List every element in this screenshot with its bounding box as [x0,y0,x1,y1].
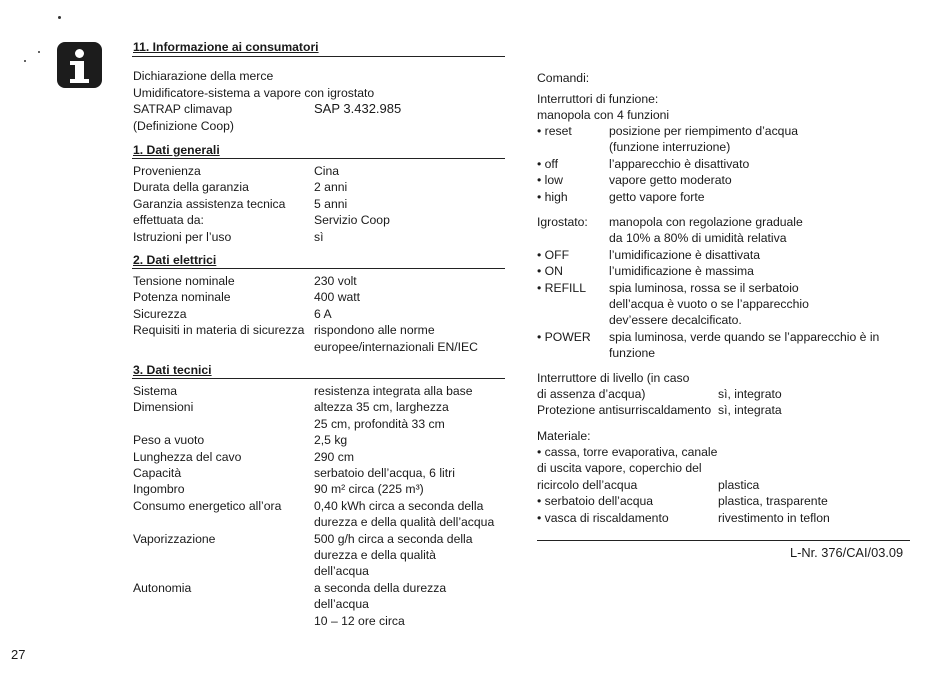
material-item-label: • serbatoio dell’acqua [537,494,654,509]
technical-row-label: Sistema [133,384,178,398]
switch-item-label: • reset [537,124,572,138]
technical-data-table [133,383,513,633]
overheat-protection-value: sì, integrata [718,403,782,417]
consumer-info-title: 11. Informazione ai consumatori [133,40,319,54]
general-data-table [133,163,513,248]
page-number: 27 [11,647,26,662]
switch-item-value: vapore getto moderato [609,173,732,188]
electric-row-label: Requisiti in materia di sicurezza [133,323,305,338]
hygrostat-item-value: l’umidificazione è disattivata [609,247,761,262]
coop-definition: (Definizione Coop) [133,119,234,133]
technical-row-value: serbatoio dell’acqua, 6 litri [314,466,455,480]
electric-row-value: europee/internazionali EN/IEC [314,339,478,354]
divider [132,56,505,57]
function-switch-list [537,123,917,208]
info-icon-base [70,79,89,83]
function-switches-title: Interruttori di funzione: [537,92,659,106]
hygrostat-item-label: • ON [537,264,563,279]
general-row-value: Cina [314,164,340,178]
technical-row-value: 290 cm [314,449,354,464]
material-item-label: ricircolo dell’acqua [537,477,638,492]
hygrostat-item-label: • POWER [537,329,591,344]
section-title-general: 1. Dati generali [133,143,220,157]
hygrostat-item-value: spia luminosa, verde quando se l’apparecchio è in [609,329,880,344]
info-icon-dot [75,49,84,58]
hygrostat-item-label: Igrostato: [537,215,588,229]
divider [132,378,505,379]
technical-row-label: Vaporizzazione [133,531,216,546]
technical-row-label: Consumo energetico all’ora [133,498,282,513]
technical-row-label: Autonomia [133,580,192,595]
technical-row-value: durezza e della qualità [314,548,436,562]
switch-item-label: • low [537,173,563,188]
divider [537,540,910,541]
general-row-label: Garanzia assistenza tecnica [133,196,286,211]
level-switch-line: Interruttore di livello (in caso [537,371,690,385]
section-title-technical: 3. Dati tecnici [133,363,212,377]
technical-row-label: Lunghezza del cavo [133,449,242,464]
technical-row-value: 25 cm, profondità 33 cm [314,416,445,431]
general-row-label: Provenienza [133,164,201,178]
model-label: SATRAP climavap [133,102,233,116]
hygrostat-item-value: funzione [609,346,656,361]
hygrostat-item-value: da 10% a 80% di umidità relativa [609,231,787,246]
hygrostat-item-value: manopola con regolazione graduale [609,215,803,229]
function-switches-subtitle: manopola con 4 funzioni [537,108,670,122]
electric-row-label: Sicurezza [133,306,187,321]
level-switch-value: sì, integrato [718,387,782,401]
technical-row-value: altezza 35 cm, larghezza [314,400,449,415]
switch-item-value: posizione per riempimento d’acqua [609,124,799,138]
electric-row-value: rispondono alle norme [314,323,435,338]
divider [132,158,505,159]
technical-row-value: dell’acqua [314,597,369,612]
electric-row-value: 400 watt [314,290,361,305]
technical-row-value: 500 g/h circa a seconda della [314,531,473,546]
declaration-line: Dichiarazione della merce [133,69,274,83]
divider [132,268,505,269]
print-speck [58,16,61,19]
section-title-electric: 2. Dati elettrici [133,253,217,267]
switch-item-label: • high [537,189,568,204]
technical-row-label: Dimensioni [133,400,194,415]
switch-item-value: l’apparecchio è disattivato [609,156,750,171]
technical-row-label: Peso a vuoto [133,433,205,448]
hygrostat-item-value: dell’acqua è vuoto o se l’apparecchio [609,297,809,311]
technical-row-value: 0,40 kWh circa a seconda della [314,498,484,513]
technical-row-value: a seconda della durezza [314,580,447,595]
technical-row-value: 10 – 12 ore circa [314,613,405,628]
technical-row-value: resistenza integrata alla base [314,384,473,398]
level-switch-label: di assenza d’acqua) [537,387,646,401]
electric-row-label: Tensione nominale [133,274,235,288]
hygrostat-item-label: • REFILL [537,280,586,295]
material-item-value: rivestimento in teflon [718,510,830,525]
technical-row-value: 90 m² circa (225 m³) [314,482,424,497]
switch-item-value: (funzione interruzione) [609,140,731,155]
reference-number: L-Nr. 376/CAI/03.09 [790,545,904,560]
general-row-label: effettuata da: [133,213,204,228]
switch-item-value: getto vapore forte [609,189,705,204]
material-item-label: di uscita vapore, coperchio del [537,461,702,476]
info-icon [57,42,102,88]
general-row-value: sì [314,229,324,244]
switch-item-label: • off [537,156,558,171]
material-list [537,444,917,529]
technical-row-label: Capacità [133,466,182,480]
material-item-label: • cassa, torre evaporativa, canale [537,445,718,459]
general-row-label: Istruzioni per l’uso [133,229,232,244]
general-row-value: Servizio Coop [314,213,390,228]
technical-row-value: 2,5 kg [314,433,348,448]
controls-title: Comandi: [537,71,590,85]
print-speck [38,51,40,53]
material-title: Materiale: [537,429,591,443]
electric-row-label: Potenza nominale [133,290,231,305]
merchandise-declaration [133,68,513,138]
electric-data-table [133,273,513,358]
hygrostat-item-value: dev’essere decalcificato. [609,313,742,328]
print-speck [24,60,26,62]
technical-row-label: Ingombro [133,482,185,497]
general-row-label: Durata della garanzia [133,180,249,195]
general-row-value: 2 anni [314,180,348,195]
general-row-value: 5 anni [314,196,348,211]
technical-row-value: dell’acqua [314,564,369,579]
hygrostat-item-value: spia luminosa, rossa se il serbatoio [609,280,799,295]
hygrostat-item-value: l’umidificazione è massima [609,264,754,279]
electric-row-value: 230 volt [314,274,357,288]
technical-row-value: durezza e della qualità dell’acqua [314,515,495,530]
hygrostat-list [537,214,937,364]
overheat-protection-label: Protezione antisurriscaldamento [537,403,712,417]
declaration-line: Umidificatore-sistema a vapore con igrostato [133,86,375,100]
material-item-label: • vasca di riscaldamento [537,510,669,525]
material-item-value: plastica [718,477,760,492]
material-item-value: plastica, trasparente [718,494,828,509]
level-switch-block [537,370,917,420]
electric-row-value: 6 A [314,306,332,321]
model-value: SAP 3.432.985 [314,101,402,116]
hygrostat-item-label: • OFF [537,247,570,262]
